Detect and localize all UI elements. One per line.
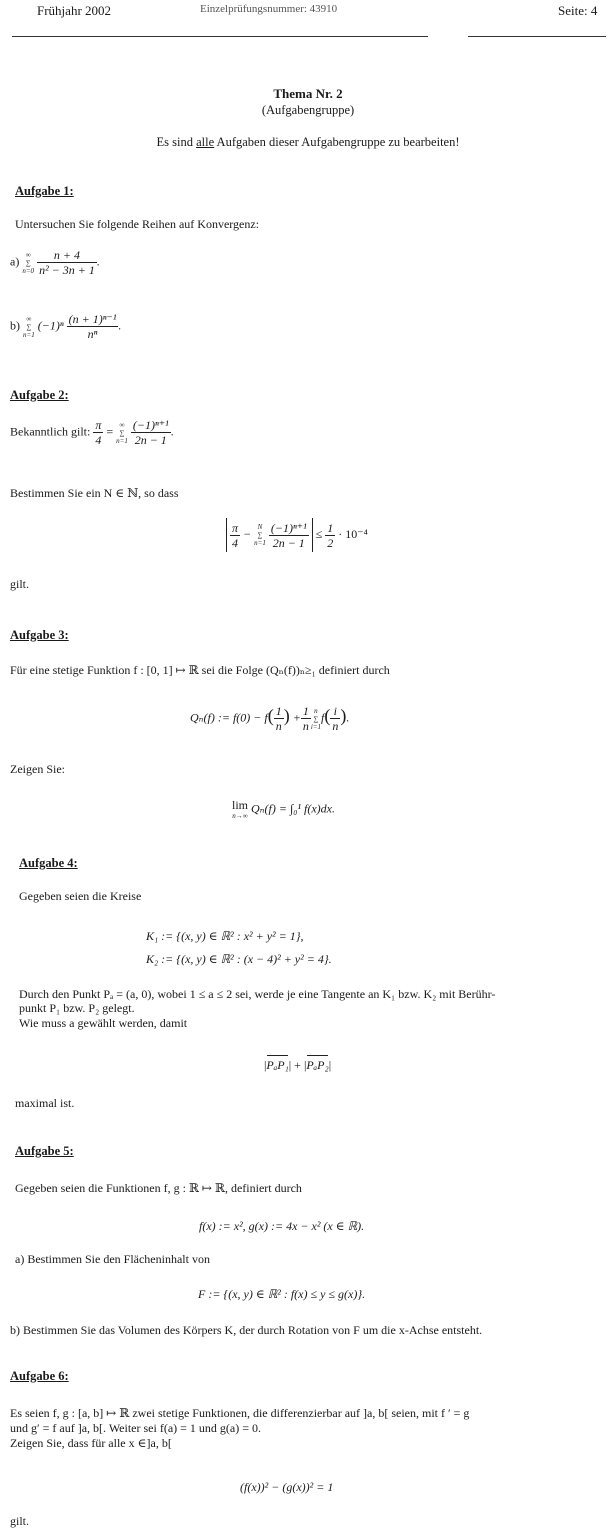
aufgabe5-heading: Aufgabe 5: [15,1144,74,1158]
aufgabe3-definition: Qₙ(f) := f(0) − f( $\frac{1}{n}$ ) + $\frac{1}{n}$ n ∑ i=1 f( $\frac{i}{n}$ ). [190,704,350,733]
aufgabe6-gilt: gilt. [10,1514,30,1528]
aufgabe1-heading: Aufgabe 1: [15,184,74,198]
aufgabe2-inequality: $\frac{\pi}{4}$ − N ∑ n=1 $\frac{\text{(−1)ⁿ⁺¹}}{2n - 1}$ ≤ $\frac{1}{2}$ · 10⁻⁴ [226,518,368,552]
instruction-alle: alle [196,135,215,149]
aufgabe4-k1: K₁ := {(x, y) ∈ ℝ² : x² + y² = 1}, [146,929,304,943]
aufgabe4-text4: Wie muss a gewählt werden, damit [19,1016,188,1030]
aufgabe4-text2: Durch den Punkt Pₐ = (a, 0), wobei 1 ≤ a ≤ 2 sei, werde je eine Tangente an K₁ bzw. K₂ mit Berühr- [19,987,496,1001]
instruction: Es sind alle Aufgaben dieser Aufgabengruppe zu bearbeiten! [156,135,460,149]
aufgabe6-heading: Aufgabe 6: [10,1369,69,1383]
aufgabe4-heading: Aufgabe 4: [19,856,78,870]
thema-title: Thema Nr. 2 [273,86,343,101]
aufgabe6-text3: Zeigen Sie, dass für alle x ∈]a, b[ [10,1436,172,1450]
aufgabe5-text3: b) Bestimmen Sie das Volumen des Körpers K, der durch Rotation von F um die x-Achse entsteht. [10,1323,483,1337]
thema-subtitle: (Aufgabengruppe) [261,103,355,117]
header-rule-left [12,36,428,37]
aufgabe5-formula: f(x) := x², g(x) := 4x − x² (x ∈ ℝ). [199,1219,365,1233]
aufgabe6-formula: (f(x))² − (g(x))² = 1 [240,1480,334,1494]
aufgabe5-text2: a) Bestimmen Sie den Flächeninhalt von [15,1252,210,1266]
aufgabe2-gilt: gilt. [10,577,30,591]
header-left: Frühjahr 2002 [37,3,112,18]
aufgabe2-formula: Bekanntlich gilt: $\frac{\pi}{4}$ = ∞ ∑ n=1 $\frac{\text{(−1)ⁿ⁺¹}}{2n - 1}$ . [10,418,174,447]
header-right: Seite: 4 [558,3,598,18]
aufgabe3-limit: lim n→∞ Qₙ(f) = ∫₀¹ f(x)dx. [232,798,336,820]
aufgabe3-text2: Zeigen Sie: [10,762,65,776]
aufgabe4-k2: K₂ := {(x, y) ∈ ℝ² : (x − 4)² + y² = 4}. [146,952,332,966]
aufgabe3-heading: Aufgabe 3: [10,628,69,642]
aufgabe5-text1: Gegeben seien die Funktionen f, g : ℝ ↦ ℝ, definiert durch [15,1181,302,1195]
aufgabe6-text1: Es seien f, g : [a, b] ↦ ℝ zwei stetige Funktionen, die differenzierbar auf ]a, b[ seien, mit f ′ = g [10,1406,470,1420]
aufgabe2-heading: Aufgabe 2: [10,388,69,402]
aufgabe1-text: Untersuchen Sie folgende Reihen auf Konvergenz: [15,217,260,231]
aufgabe6-text2: und g′ = f auf ]a, b[. Weiter sei f(a) = 1 und g(a) = 0. [10,1421,261,1435]
aufgabe5-set: F := {(x, y) ∈ ℝ² : f(x) ≤ y ≤ g(x)}. [198,1287,366,1301]
aufgabe4-text5: maximal ist. [15,1096,75,1110]
header-center: Einzelprüfungsnummer: 43910 [200,3,338,15]
aufgabe4-text1: Gegeben seien die Kreise [19,889,142,903]
aufgabe4-vector-sum: |PₐP₁| + |PₐP₂| [264,1058,332,1072]
aufgabe1-a: a) ∞ ∑ n=0 $\frac{n + 4}{\text{n² − 3n + 1}}$ . [10,248,100,277]
header-rule-right [468,36,606,37]
aufgabe3-text1: Für eine stetige Funktion f : [0, 1] ↦ ℝ sei die Folge (Qₙ(f))ₙ≥₁ definiert durch [10,663,390,677]
aufgabe1-b: b) ∞ ∑ n=1 (−1)ⁿ $\frac{\text{(n + 1)ⁿ⁻¹}}{\text{nⁿ}}$ . [10,312,122,341]
aufgabe4-text3: punkt P₁ bzw. P₂ gelegt. [19,1001,135,1015]
aufgabe2-text2: Bestimmen Sie ein N ∈ ℕ, so dass [10,486,179,500]
